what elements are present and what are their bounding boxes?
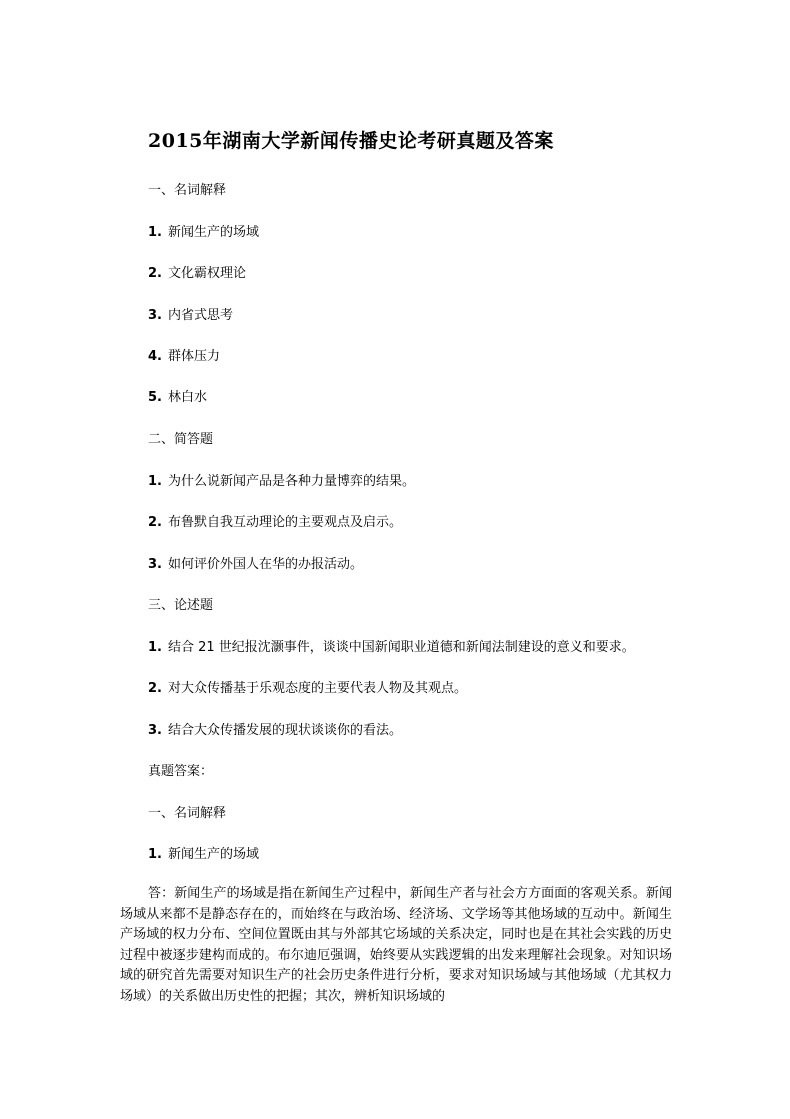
item-number: 1. xyxy=(148,225,162,240)
item-number: 5. xyxy=(148,390,162,405)
document-title: 2015年湖南大学新闻传播史论考研真题及答案 xyxy=(148,130,554,152)
item-text: 结合大众传播发展的现状谈谈你的看法。 xyxy=(167,723,402,738)
item-text: 如何评价外国人在华的办报活动。 xyxy=(167,557,363,572)
item-number: 1. xyxy=(148,640,162,655)
item-text: 群体压力 xyxy=(167,349,220,364)
item-number: 1. xyxy=(148,474,162,489)
item-text: 内省式思考 xyxy=(167,308,233,323)
section-heading: 真题答案： xyxy=(148,764,214,779)
section-heading: 二、简答题 xyxy=(148,432,214,447)
list-item xyxy=(148,515,402,531)
item-number: 2. xyxy=(148,681,162,696)
section-heading: 一、名词解释 xyxy=(148,806,227,821)
item-text: 结合 21 世纪报沈灏事件，谈谈中国新闻职业道德和新闻法制建设的意义和要求。 xyxy=(167,640,635,655)
item-number: 1. xyxy=(148,847,162,862)
item-text: 布鲁默自我互动理论的主要观点及启示。 xyxy=(167,515,402,530)
list-item xyxy=(148,557,363,573)
list-item xyxy=(148,349,220,365)
item-text: 林白水 xyxy=(167,390,207,405)
item-number: 3. xyxy=(148,557,162,572)
item-number: 3. xyxy=(148,308,162,323)
section-heading: 三、论述题 xyxy=(148,598,214,613)
item-text: 为什么说新闻产品是各种力量博弈的结果。 xyxy=(167,474,415,489)
list-item xyxy=(148,474,415,490)
section-heading: 一、名词解释 xyxy=(148,183,227,198)
item-number: 2. xyxy=(148,266,162,281)
list-item xyxy=(148,266,246,282)
item-text: 文化霸权理论 xyxy=(167,266,246,281)
item-text: 新闻生产的场域 xyxy=(167,847,259,862)
answer-paragraph: 答：新闻生产的场域是指在新闻生产过程中，新闻生产者与社会方方面面的客观关系。新闻场域从来都不是静态存在的，而始终在与政治场、经济场、文学场等其他场域的互动中。新闻生产场域的权力分布、空间位置既由其与外部其它场域的关系决定，同时也是在其社会实践的历史过程中被逐步建构而成的。布尔迪厄强调，始终要从实践逻辑的出发来理解社会现象。对知识场域的研究首先需要对知识生产的社会历史条件进行分析，要求对知识场域与其他场域（尤其权力场域）的关系做出历史性的把握；其次，辨析知识场域的 xyxy=(120,886,672,1004)
item-number: 4. xyxy=(148,349,162,364)
list-item xyxy=(148,308,233,324)
list-item xyxy=(148,640,635,656)
item-text: 新闻生产的场域 xyxy=(167,225,259,240)
item-number: 2. xyxy=(148,515,162,530)
list-item xyxy=(148,847,259,863)
item-number: 3. xyxy=(148,723,162,738)
item-text: 对大众传播基于乐观态度的主要代表人物及其观点。 xyxy=(167,681,467,696)
list-item xyxy=(148,225,259,241)
list-item xyxy=(148,390,207,406)
list-item xyxy=(148,723,402,739)
list-item xyxy=(148,681,467,697)
